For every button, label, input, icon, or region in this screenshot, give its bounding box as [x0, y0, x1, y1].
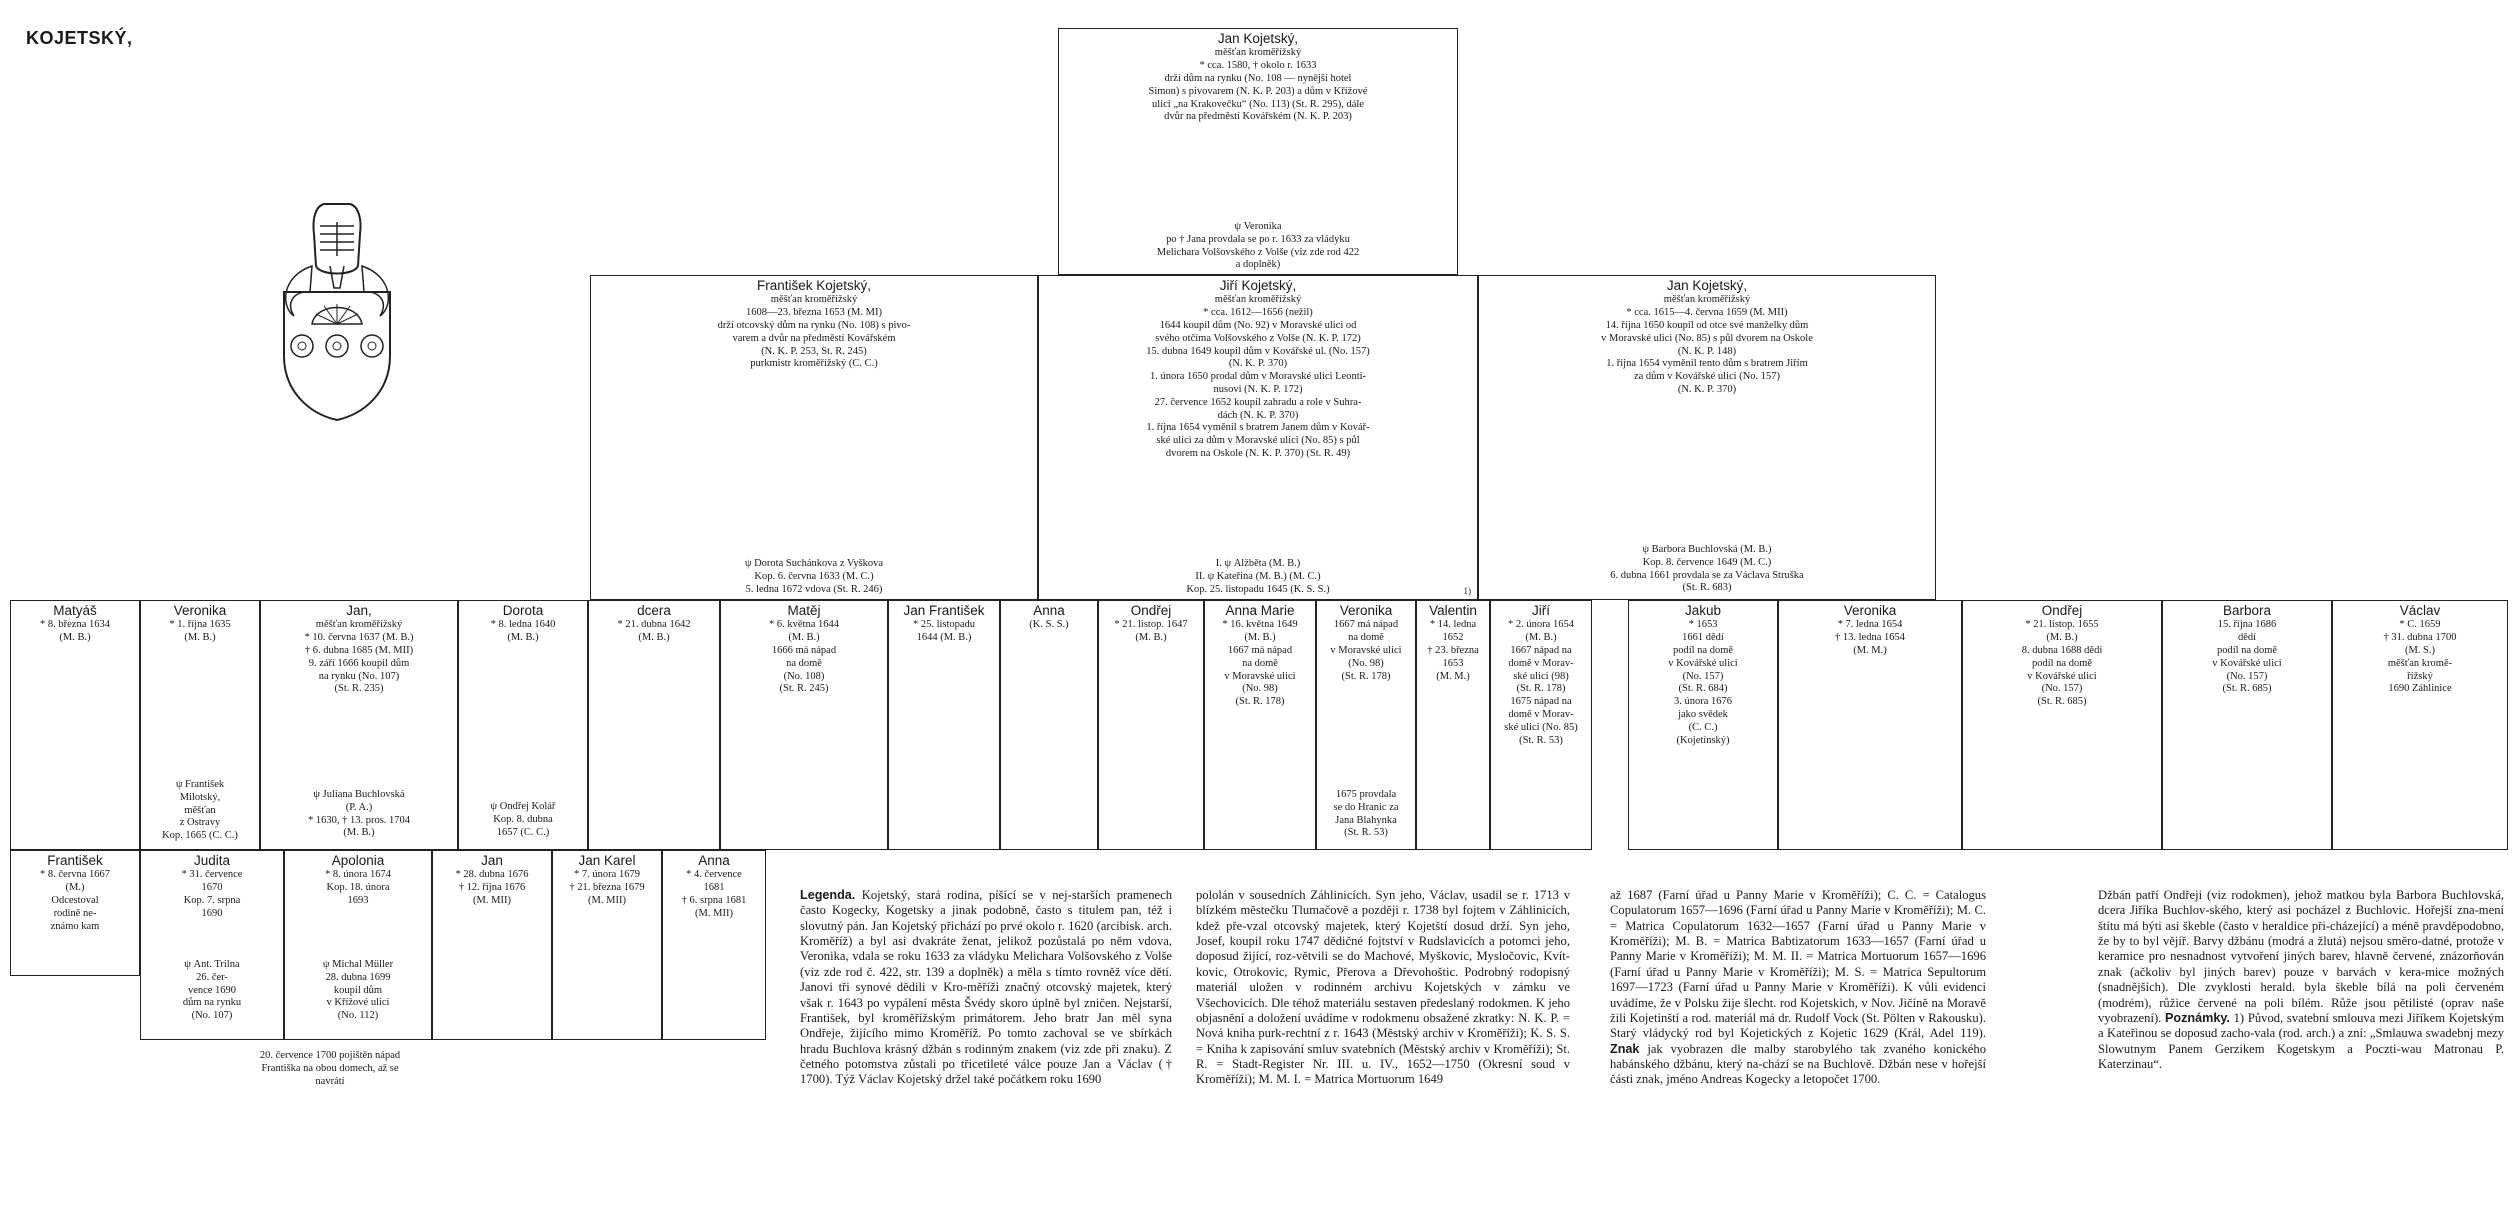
gen3-name: Ondřej [2041, 603, 2083, 618]
gen3-spouse: ψ Ondřej Kolář Kop. 8. dubna 1657 (C. C.) [490, 801, 556, 838]
gen2-spouse: I. ψ Alžběta (M. B.) II. ψ Kateřina (M. B.) (M. C.) Kop. 25. listopadu 1645 (K. S. S.) [1186, 558, 1330, 595]
gen3-details: * 2. února 1654 (M. B.) 1667 nápad na domě v Morav- ské ulici (98) (St. R. 178) 1675 nápad na domě v Morav- ské ulici (No. 85) (St. R. 53) [1504, 619, 1578, 746]
gen3-person-box [140, 600, 260, 850]
gen3-person-box [1098, 600, 1204, 850]
gen2-name: Jan Kojetský, [1666, 278, 1748, 293]
gen1-spouse: ψ Veronika po † Jana provdala se po r. 1633 za vládyku Melichara Volšovského z Volše (viz zde rod 422 a doplněk) [1156, 221, 1360, 271]
legend-text-3: až 1687 (Farní úřad u Panny Marie v Kroměříži); C. C. = Catalogus Copulatorum 1657—1696 (Farní úřad u Panny Marie v Kroměříži); M. C. = Matrica Copulatorum 1632—1657 (Farní úřad u Panny Marie v Kroměříži); M. B. = Matrica Babtizatorum 1633—1657 (Farní úřad u Panny Marie v Kroměříži); M. M. II. = Matrica Mortuorum 1657—1696 (Farní úřad u Panny Marie v Kroměříži); M. S. = Matrica Sepultorum 1697—1723 (Farní úřad u Panny Marie v Kroměříži). K vůli evidenci uvádíme, že v Polsku žije šlecht. rod Kojetskich, v Nov. Jičíně na Moravě žili Kojetinští a rod. materiál má dr. Rudolf Vock (St. Pölten v Rakousku). Starý vládycký rod byl Kojetických z Kojetic 1629 (Král, Adel 119). [1610, 888, 1986, 1041]
gen3-name: Matěj [787, 603, 821, 618]
gen3-details: * 21. listop. 1655 (M. B.) 8. dubna 1688 dědí podíl na domě v Kovářské ulici (No. 157) (St. R. 685) [2021, 619, 2103, 708]
gen3-details: * 8. března 1634 (M. B.) [40, 619, 110, 644]
gen3-name: Dorota [502, 603, 544, 618]
gen2-details: měšťan kroměřížský 1608—23. března 1653 (M. MI) drží otcovský dům na rynku (No. 108) s pivo- varem a dvůr na předměstí Kovářském (N. K. P. 253, St. R. 245) purkmistr kroměřížský (C. C.) [717, 294, 911, 370]
legend-text-4: Džbán patří Ondřeji (viz rodokmen), jehož matkou byla Barbora Buchlovská, dcera Jiříka Buchlov-ského, který asi pocházel z Buchlovic. Hořejší zna-mení štítu má býti asi škeble (často v heraldice při-cházející) a méně pravděpodobno, že by to byl vějíř. Barvy džbánu (modrá a žlutá) nejsou směro-datné, protože v keramice pro nesnadnost vytvoření jiných barev, hlavně červené, znázorňován znak (ačkoliv byl jiných barev) pouze v barvách v kera-mice možných (snadnějších). Dle zvyklosti herald. byla škeble bílá na poli červeném (modrém), růžice červené na poli bílém. Růže jsou pětilisté (oprav naše vyobrazení). [2098, 888, 2504, 1025]
gen3-details: 15. října 1686 dědí podíl na domě v Kovářské ulici (No. 157) (St. R. 685) [2212, 619, 2282, 695]
gen3-details: * 14. ledna 1652 † 23. března 1653 (M. M.) [1427, 619, 1479, 682]
gen4-person-box [140, 850, 284, 1040]
gen3-spouse: 1675 provdala se do Hranic za Jana Blahynka (St. R. 53) [1333, 789, 1399, 839]
gen3-person-box [10, 600, 140, 850]
gen2-person-box [590, 275, 1038, 600]
gen4-details: * 8. února 1674 Kop. 18. února 1693 [325, 869, 391, 907]
gen3-details: * 8. ledna 1640 (M. B.) [490, 619, 556, 644]
gen2-spouse: ψ Barbora Buchlovská (M. B.) Kop. 8. července 1649 (M. C.) 6. dubna 1661 provdala se za Václava Struška (St. R. 683) [1610, 544, 1804, 594]
gen1-name: Jan Kojetský, [1217, 31, 1299, 46]
gen3-details: měšťan kroměřížský * 10. června 1637 (M. B.) † 6. dubna 1685 (M. MII) 9. září 1666 koupil dům na rynku (No. 107) (St. R. 235) [304, 619, 414, 695]
gen3-name: Anna Marie [1225, 603, 1295, 618]
coat-of-arms-icon [272, 196, 402, 421]
gen3-person-box [1628, 600, 1778, 850]
gen3-person-box [260, 600, 458, 850]
gen3-person-box [1000, 600, 1098, 850]
gen3-name: Valentin [1429, 603, 1477, 618]
coat-of-arms-text: jak vyobrazen dle malby starobylého tak zvaného konického habánského džbánu, který na-chází se na Buchlově. Džbán nese v hořejší části znak, jméno Andreas Kogecky a letopočet 1700. [1610, 1041, 1986, 1087]
legend-column-2 [1196, 888, 1570, 1210]
gen4-details: * 28. dubna 1676 † 12. října 1676 (M. MII) [455, 869, 529, 907]
gen3-details: * 16. května 1649 (M. B.) 1667 má nápad na domě v Moravské ulici (No. 98) (St. R. 178) [1222, 619, 1298, 708]
legend-text-1: Kojetský, stará rodina, píšící se v nej-starších pramenech často Kogecky, Kogetsky a jinak podobně, často s titulem pan, též i slovutný pán. Jan Kojetský přichází po prvé okolo r. 1620 (arcibisk. arch. Kroměříž) a byl asi dvakráte ženat, jelikož pozůstalá po něm vdova, Veronika, vdala se roku 1633 za vládyku Melichara Volšovského z Volše (viz zde rod č. 422, str. 139 a doplněk) a měla s tímto rovněž více dětí. Janovi tři synové dědili v Kro-měříži značný otcovský majetek, který však r. 1643 po vypálení města Švédy skoro úplně byl zničen. Nejstarší, František, byl kroměřížským primátorem. Jeho bratr Jan měl syna Ondřeje, žijícího mimo Kroměříž. Po tomto zachoval se ve sbírkách hradu Buchlova krásný džbán s rodinným znakem (viz zde při znaku). Z četného potomstva zůstali po třicetileté válce pouze Jan a Václav († 1700). Týž Václav Kojetský držel také počátkem roku 1690 [800, 888, 1172, 1087]
gen2-details: měšťan kroměřížský * cca. 1615—4. června 1659 (M. MII) 14. října 1650 koupil od otce své manželky dům v Moravské ulici (No. 85) s půl dvorem na Oskole (N. K. P. 148) 1. října 1654 vyměnil tento dům s bratrem Jiřím za dům v Kovářské ulici (No. 157) (N. K. P. 370) [1601, 294, 1813, 396]
gen4-person-box [662, 850, 766, 1040]
gen3-person-box [1962, 600, 2162, 850]
gen3-person-box [720, 600, 888, 850]
gen3-name: Veronika [1843, 603, 1897, 618]
gen4-details: * 7. února 1679 † 21. března 1679 (M. MII) [569, 869, 645, 907]
notes-text: 1) Původ, svatební smlouva mezi Jiříkem Kojetským a Kateřinou se doposud zacho-vala (rod. arch.) a zní: „Smlauwa swadebnj mezy Slowutnym Panem Gerzikem Kogetskym a Poczti-wau Matronau P. Katerzinau“. [2098, 1010, 2504, 1071]
gen4-name: Anna [698, 853, 730, 868]
legend-column-3 [1610, 888, 1986, 1210]
gen4-note: 20. července 1700 pojištěn nápad Františka na obou domech, až se navrátí [259, 1050, 401, 1087]
legend-title: Legenda. [800, 888, 856, 902]
gen4-spouse: ψ Ant. Trilna 26. čer- vence 1690 dům na rynku (No. 107) [182, 959, 242, 1022]
gen3-name: Veronika [1339, 603, 1393, 618]
gen4-name: Judita [193, 853, 231, 868]
gen3-person-box [888, 600, 1000, 850]
gen3-name: Anna [1033, 603, 1065, 618]
notes-title: Poznámky. [2165, 1010, 2230, 1025]
gen3-name: Ondřej [1130, 603, 1172, 618]
legend-text-2: pololán v sousedních Záhlinicích. Syn jeho, Václav, usadil se r. 1713 v blízkém městečku Tlumačově a později r. 1738 byl fojtem v Záhlinicích, kdež pře-vzal otcovský majetek, který Kojetští dosud drží. Syn jeho, Josef, koupil roku 1747 dědičné fojtství v Rudslavicích a potomci jeho, doposud žijící, roz-větvili se do Machové, Myškovic, Mysločovic, Kvít-kovic, Otrokovic, Rymic, Přerova a Dřevohoštic. Podrobný rodopisný materiál uložen v rodinném archivu Kojetských v zámku ve Všechovicích. Dle téhož materiálu sestaven předeslaný rodokmen. K jeho objasnění a doložení uvádíme v rodokmenu obsažené zkratky: N. K. P. = Nová kniha purk-rechtní z r. 1643 (Městský archiv v Kroměříži); K. S. S. = Kniha k zapisování smluv svatebních (Městský archiv v Kroměříži); St. R. = Stadt-Register Nr. III. u. IV., 1652—1750 (Okresní soud v Kroměříži); M. M. I. = Matrica Mortuorum 1649 [1196, 888, 1570, 1087]
gen3-details: * 21. listop. 1647 (M. B.) [1114, 619, 1188, 644]
gen3-name: Jiří [1532, 603, 1550, 618]
gen4-name: František [47, 853, 103, 868]
gen4-details: * 4. července 1681 † 6. srpna 1681 (M. MII) [681, 869, 747, 919]
gen3-details: * 1. října 1635 (M. B.) [169, 619, 231, 644]
gen2-spouse: ψ Dorota Suchánkova z Vyškova Kop. 6. června 1633 (M. C.) 5. ledna 1672 vdova (St. R. 246) [744, 558, 884, 595]
gen3-person-box [1316, 600, 1416, 850]
gen3-person-box [2162, 600, 2332, 850]
gen3-person-box [458, 600, 588, 850]
gen3-name: dcera [637, 603, 671, 618]
gen4-name: Jan [481, 853, 503, 868]
gen4-person-box [284, 850, 432, 1040]
gen1-person-box [1058, 28, 1458, 275]
gen3-spouse: ψ František Milotský, měšťan z Ostravy Kop. 1665 (C. C.) [162, 779, 238, 842]
gen3-details: * 6. května 1644 (M. B.) 1666 má nápad na domě (No. 108) (St. R. 245) [769, 619, 839, 695]
gen3-details: * C. 1659 † 31. dubna 1700 (M. S.) měšťan kromě- řížský 1690 Záhlinice [2383, 619, 2457, 695]
page-heading: KOJETSKÝ, [26, 28, 133, 48]
gen3-name: Jan František [903, 603, 985, 618]
gen2-name: František Kojetský, [756, 278, 872, 293]
gen3-person-box [1490, 600, 1592, 850]
gen3-details: * 25. listopadu 1644 (M. B.) [912, 619, 976, 644]
gen3-name: Jan, [346, 603, 372, 618]
gen4-name: Jan Karel [578, 853, 636, 868]
gen4-person-box [10, 850, 140, 976]
gen2-details: měšťan kroměřížský * cca. 1612—1656 (nežil) 1644 koupil dům (No. 92) v Moravské ulici od svého otčíma Volšovského z Volše (N. K. P. 172) 15. dubna 1649 koupil dům v Kovářské ul. (No. 157) (N. K. P. 370) 1. února 1650 prodal dům v Moravské ulici Leonti- nusovi (N. K. P. 172) 27. července 1652 koupil zahradu a role v Suhra- dách (N. K. P. 370) 1. října 1654 vyměnil s bratrem Janem dům v Kovář- ské ulici za dům v Moravské ulici (No. 85) s půl dvorem na Oskole (N. K. P. 370) (St. R. 49) [1146, 294, 1370, 460]
gen4-person-box [552, 850, 662, 1040]
gen3-person-box [2332, 600, 2508, 850]
gen3-details: 1667 má nápad na domě v Moravské ulici (No. 98) (St. R. 178) [1330, 619, 1402, 682]
gen3-person-box [1416, 600, 1490, 850]
legend-column-1 [800, 888, 1172, 1210]
gen3-details: (K. S. S.) [1029, 619, 1069, 631]
gen4-spouse: ψ Michal Müller 28. dubna 1699 koupil dům v Křížové ulici (No. 112) [322, 959, 394, 1022]
gen4-person-box [432, 850, 552, 1040]
gen3-spouse: ψ Juliana Buchlovská (P. A.) * 1630, † 13. pros. 1704 (M. B.) [307, 789, 411, 839]
gen1-details: měšťan kroměřížský * cca. 1580, † okolo r. 1633 drží dům na rynku (No. 108 — nynější hotel Simon) s pivovarem (N. K. P. 203) a dům v Křížové ulici „na Krakovečku“ (No. 113) (St. R. 295), dále dvůr na předměstí Kovářském (N. K. P. 203) [1148, 47, 1368, 123]
gen2-person-box [1038, 275, 1478, 600]
gen3-details: * 21. dubna 1642 (M. B.) [617, 619, 691, 644]
gen2-name: Jiří Kojetský, [1219, 278, 1297, 293]
gen3-details: * 7. ledna 1654 † 13. ledna 1654 (M. M.) [1835, 619, 1905, 657]
gen3-person-box [1778, 600, 1962, 850]
gen4-details: * 31. července 1670 Kop. 7. srpna 1690 [181, 869, 243, 919]
gen3-person-box [588, 600, 720, 850]
gen3-name: Barbora [2222, 603, 2272, 618]
gen3-name: Matyáš [53, 603, 97, 618]
gen3-details: * 1653 1661 dědí podíl na domě v Kovářské ulici (No. 157) (St. R. 684) 3. února 1676 jako svědek (C. C.) (Kojetínský) [1668, 619, 1738, 746]
gen3-name: Václav [2399, 603, 2441, 618]
gen3-name: Jakub [1684, 603, 1722, 618]
legend-column-4 [2098, 888, 2504, 1210]
gen4-name: Apolonia [331, 853, 385, 868]
gen3-person-box [1204, 600, 1316, 850]
footnote-marker: 1) [1463, 586, 1471, 596]
gen4-details: * 8. června 1667 (M.) Odcestoval rodině ne- známo kam [40, 869, 110, 932]
coat-of-arms-title: Znak [1610, 1041, 1640, 1056]
gen3-name: Veronika [173, 603, 227, 618]
gen2-person-box [1478, 275, 1936, 600]
